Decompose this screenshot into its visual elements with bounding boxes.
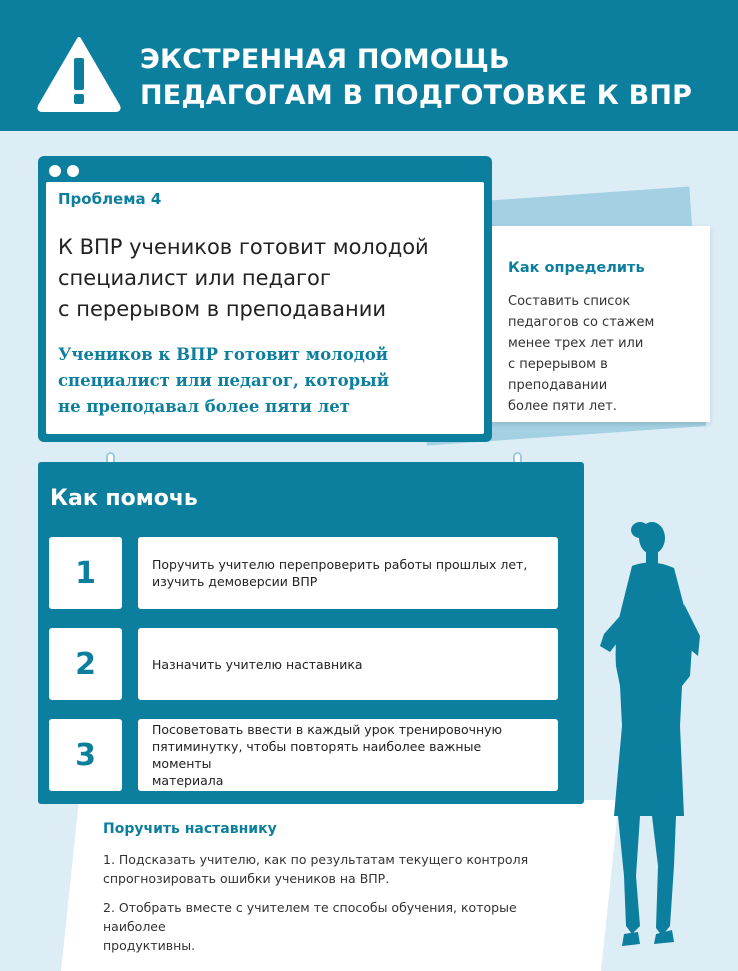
problem-statement-line: с перерывом в преподавании — [58, 297, 387, 321]
page-title — [140, 42, 720, 114]
step-number-2: 2 — [49, 628, 122, 700]
how-to-identify-card — [488, 226, 710, 422]
problem-statement-line: специалист или педагог — [58, 266, 331, 290]
how-to-help-title: Как помочь — [50, 486, 198, 511]
page-title-line1: ЭКСТРЕННАЯ ПОМОЩЬ — [140, 44, 510, 75]
problem-card — [38, 156, 492, 442]
problem-statement-line: К ВПР учеников готовит молодой — [58, 235, 429, 259]
identify-line: с перерывом в преподавании — [508, 357, 608, 393]
how-to-help-panel — [38, 462, 584, 804]
mentor-item-2 — [103, 898, 583, 955]
problem-description — [58, 342, 483, 420]
problem-label: Проблема 4 — [58, 190, 162, 208]
identify-line: менее трех лет или — [508, 336, 644, 351]
mentor-item-line: 2. Отобрать вместе с учителем те способы обучения, которые наиболее — [103, 900, 517, 934]
window-dot — [49, 165, 61, 177]
mentor-item-1 — [103, 850, 583, 888]
step-number-1: 1 — [49, 537, 122, 609]
warning-icon — [36, 34, 122, 112]
teacher-silhouette-icon — [596, 516, 702, 954]
step-text-1 — [138, 537, 558, 609]
problem-description-line: Учеников к ВПР готовит молодой — [58, 345, 388, 364]
identify-line: педагогов со стажем — [508, 315, 655, 330]
step-text-line: Поручить учителю перепроверить работы прошлых лет, — [152, 557, 528, 572]
mentor-item-line: продуктивны. — [103, 938, 196, 953]
step-text-line: материала — [152, 773, 224, 788]
how-to-identify-text — [508, 291, 708, 417]
step-text-3 — [138, 719, 558, 791]
step-text-2 — [138, 628, 558, 700]
header — [0, 0, 738, 131]
mentor-title: Поручить наставнику — [103, 821, 277, 837]
how-to-identify-title: Как определить — [508, 260, 645, 276]
window-dot — [67, 165, 79, 177]
step-text-line: Посоветовать ввести в каждый урок тренировочную — [152, 722, 503, 737]
problem-description-line: не преподавал более пяти лет — [58, 397, 350, 416]
page-title-line2: ПЕДАГОГАМ В ПОДГОТОВКЕ К ВПР — [140, 80, 693, 111]
step-number-3: 3 — [49, 719, 122, 791]
identify-line: Составить список — [508, 294, 631, 309]
step-text-line: Назначить учителю наставника — [152, 656, 363, 672]
identify-line: более пяти лет. — [508, 399, 617, 414]
problem-description-line: специалист или педагог, который — [58, 371, 389, 390]
mentor-item-line: 1. Подсказать учителю, как по результатам текущего контроля — [103, 852, 529, 867]
step-text-line: пятиминутку, чтобы повторять наиболее важные моменты — [152, 739, 482, 771]
mentor-item-line: спрогнозировать ошибки учеников на ВПР. — [103, 871, 390, 886]
step-text-line: изучить демоверсии ВПР — [152, 574, 318, 589]
problem-statement — [58, 232, 483, 325]
problem-content — [46, 182, 484, 434]
